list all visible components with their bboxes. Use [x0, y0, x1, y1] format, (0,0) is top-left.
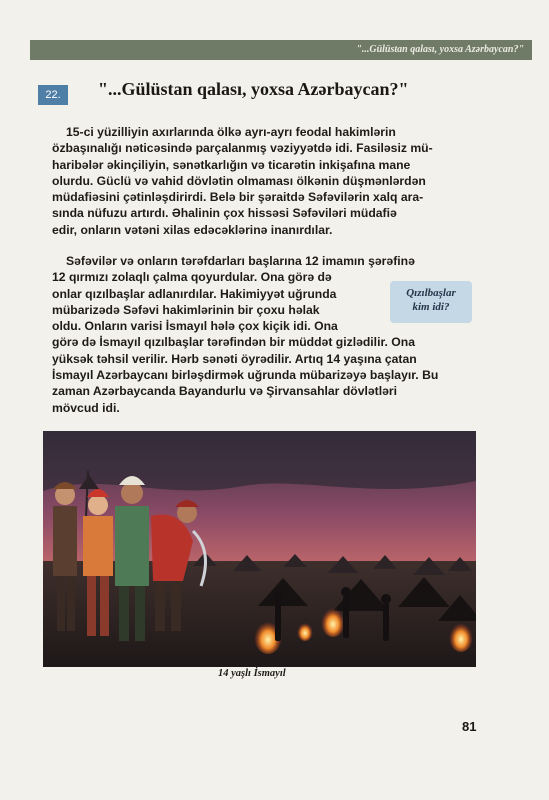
text-line: yüksək təhsil verilir. Hərb sənəti öyrədilir. Artıq 14 yaşına çatan	[52, 351, 417, 366]
text-line: 12 qırmızı zolaqlı çalma qoyurdular. Ona görə də	[52, 270, 332, 285]
text-line: sında nüfuzu artırdı. Əhalinin çox hissəsi Səfəviləri müdafiə	[52, 206, 397, 221]
text-line: onlar qızılbaşlar adlanırdılar. Hakimiyyət uğrunda	[52, 286, 337, 301]
running-header-title: "...Gülüstan qalası, yoxsa Azərbaycan?"	[356, 44, 524, 55]
sidenote-box	[390, 281, 472, 323]
text-line: Səfəvilər və onların tərəfdarları başlarına 12 imamın şərəfinə	[66, 254, 415, 268]
paragraph-1	[52, 124, 482, 238]
sidenote-line-2: kim idi?	[412, 301, 450, 313]
running-header	[30, 40, 532, 60]
text-line: edir, onların vətəni xilas edəcəklərinə inanırdılar.	[52, 222, 333, 237]
text-line: olurdu. Güclü və vahid dövlətin olmaması ölkənin düşmənlərdən	[52, 173, 426, 188]
text-line: özbaşınalığı nəticəsində parçalanmış vəziyyətdə idi. Fasiləsiz mü-	[52, 141, 433, 156]
text-line: mövcud idi.	[52, 400, 120, 415]
lesson-number-badge: 22.	[38, 85, 68, 105]
text-line: müdafiəsini çətinləşdirirdi. Belə bir şəraitdə Səfəvilərin xalq ara-	[52, 190, 424, 205]
illustration	[43, 431, 476, 667]
text-line: haribələr əkinçiliyin, sənətkarlığın və ticarətin inkişafına mane	[52, 157, 411, 172]
text-line: görə də İsmayıl qızılbaşlar tərəfindən bir müddət gizlədilir. Ona	[52, 335, 415, 350]
text-line: İsmayıl Azərbaycanı birləşdirmək uğrunda mübarizəyə başlayır. Bu	[52, 368, 439, 383]
text-line: 15-ci yüzilliyin axırlarında ölkə ayrı-ayrı feodal hakimlərin	[66, 125, 396, 139]
text-line: mübarizədə Səfəvi hakimlərinin bir çoxu həlak	[52, 302, 320, 317]
illustration-scene	[43, 431, 476, 667]
lesson-title: "...Gülüstan qalası, yoxsa Azərbaycan?"	[98, 79, 409, 99]
text-line: oldu. Onların varisi İsmayıl hələ çox kiçik idi. Ona	[52, 319, 338, 334]
page-number: 81	[462, 719, 477, 734]
illustration-caption: 14 yaşlı İsmayıl	[218, 668, 286, 679]
paragraph-2	[52, 253, 482, 416]
sidenote-line-1: Qızılbaşlar	[406, 287, 456, 299]
text-line: zaman Azərbaycanda Bayandurlu və Şirvansahlar dövlətləri	[52, 384, 397, 399]
